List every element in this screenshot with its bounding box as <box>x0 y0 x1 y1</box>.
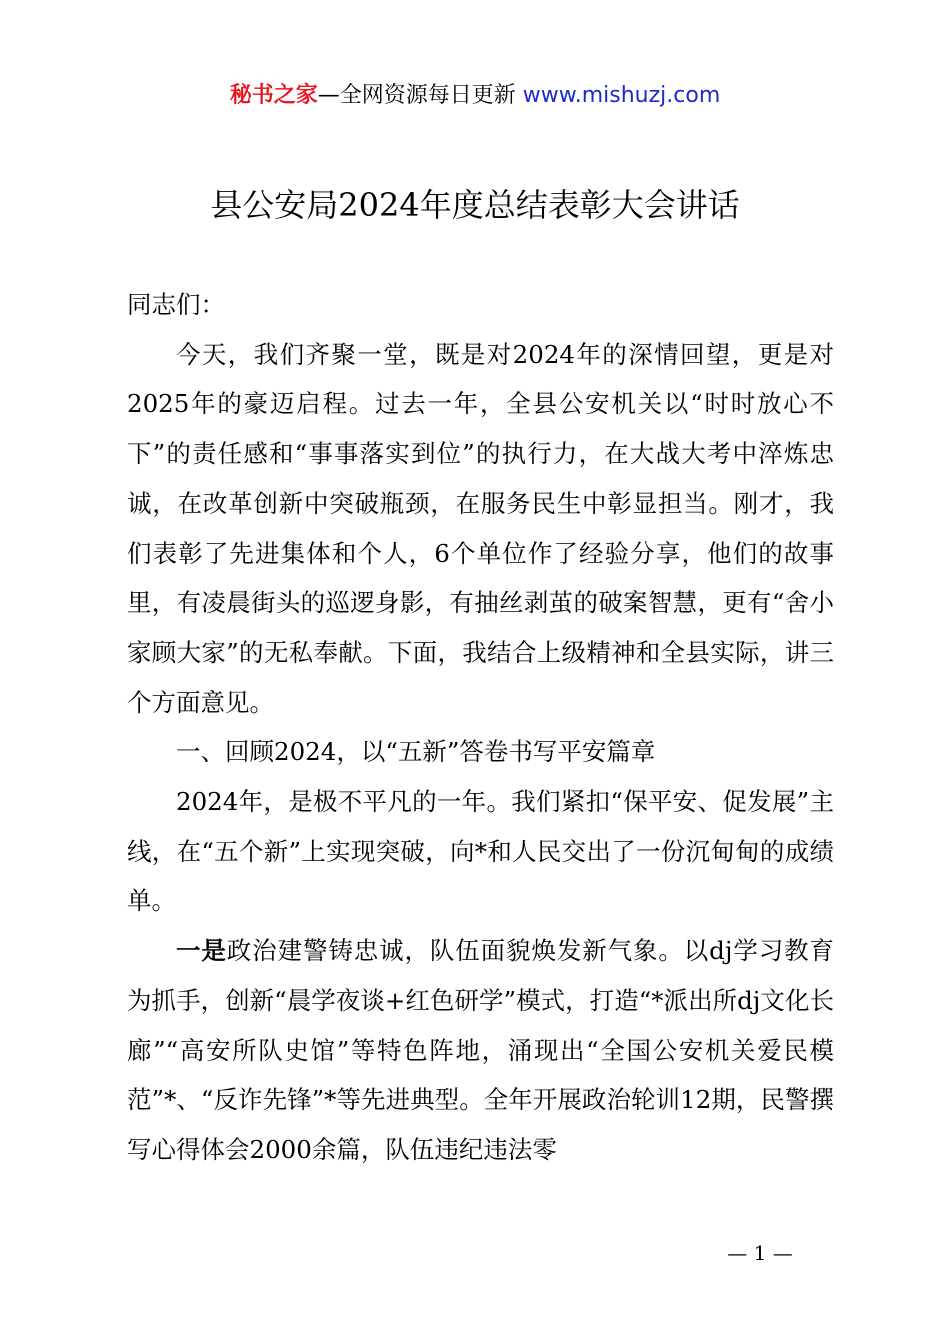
paragraph-overview: 2024年，是极不平凡的一年。我们紧扣“保平安、促发展”主线，在“五个新”上实现突破，向*和人民交出了一份沉甸甸的成绩单。 <box>127 787 834 916</box>
salutation: 同志们： <box>127 290 225 319</box>
document-title: 县公安局2024年度总结表彰大会讲话 <box>210 186 740 224</box>
brand-name: 秘书之家 <box>229 83 318 108</box>
paragraph-point-1 <box>127 926 834 1175</box>
banner-tagline: —全网资源每日更新 <box>317 83 516 108</box>
section-heading-1: 一、回顾2024，以“五新”答卷书写平安篇章 <box>176 737 656 767</box>
paragraph-opening: 今天，我们齐聚一堂，既是对2024年的深情回望，更是对2025年的豪迈启程。过去一年，全县公安机关以“时时放心不下”的责任感和“事事落实到位”的执行力，在大战大考中淬炼忠诚，在改革创新中突破瓶颈，在服务民生中彰显担当。刚才，我们表彰了先进集体和个人，6个单位作了经验分享，他们的故事里，有凌晨街头的巡逻身影，有抽丝剥茧的破案智慧，更有“舍小家顾大家”的无私奉献。下面，我结合上级精神和全县实际，讲三个方面意见。 <box>127 339 834 717</box>
site-url-link[interactable]: www.mishuzj.com <box>522 83 721 108</box>
point-text: 政治建警铸忠诚，队伍面貌焕发新气象。以dj学习教育为抓手，创新“晨学夜谈+红色研学”模式，打造“*派出所dj文化长廊”“高安所队史馆”等特色阵地，涌现出“全国公安机关爱民模范”*、“反诈先锋”*等先进典型。全年开展政治轮训12期，民警撰写心得体会2000余篇，队伍违纪违法零 <box>127 936 834 1164</box>
site-banner <box>0 80 950 112</box>
point-lead: 一是 <box>176 936 227 966</box>
document-body <box>127 280 834 1175</box>
page-number: — 1 — <box>727 1241 793 1265</box>
